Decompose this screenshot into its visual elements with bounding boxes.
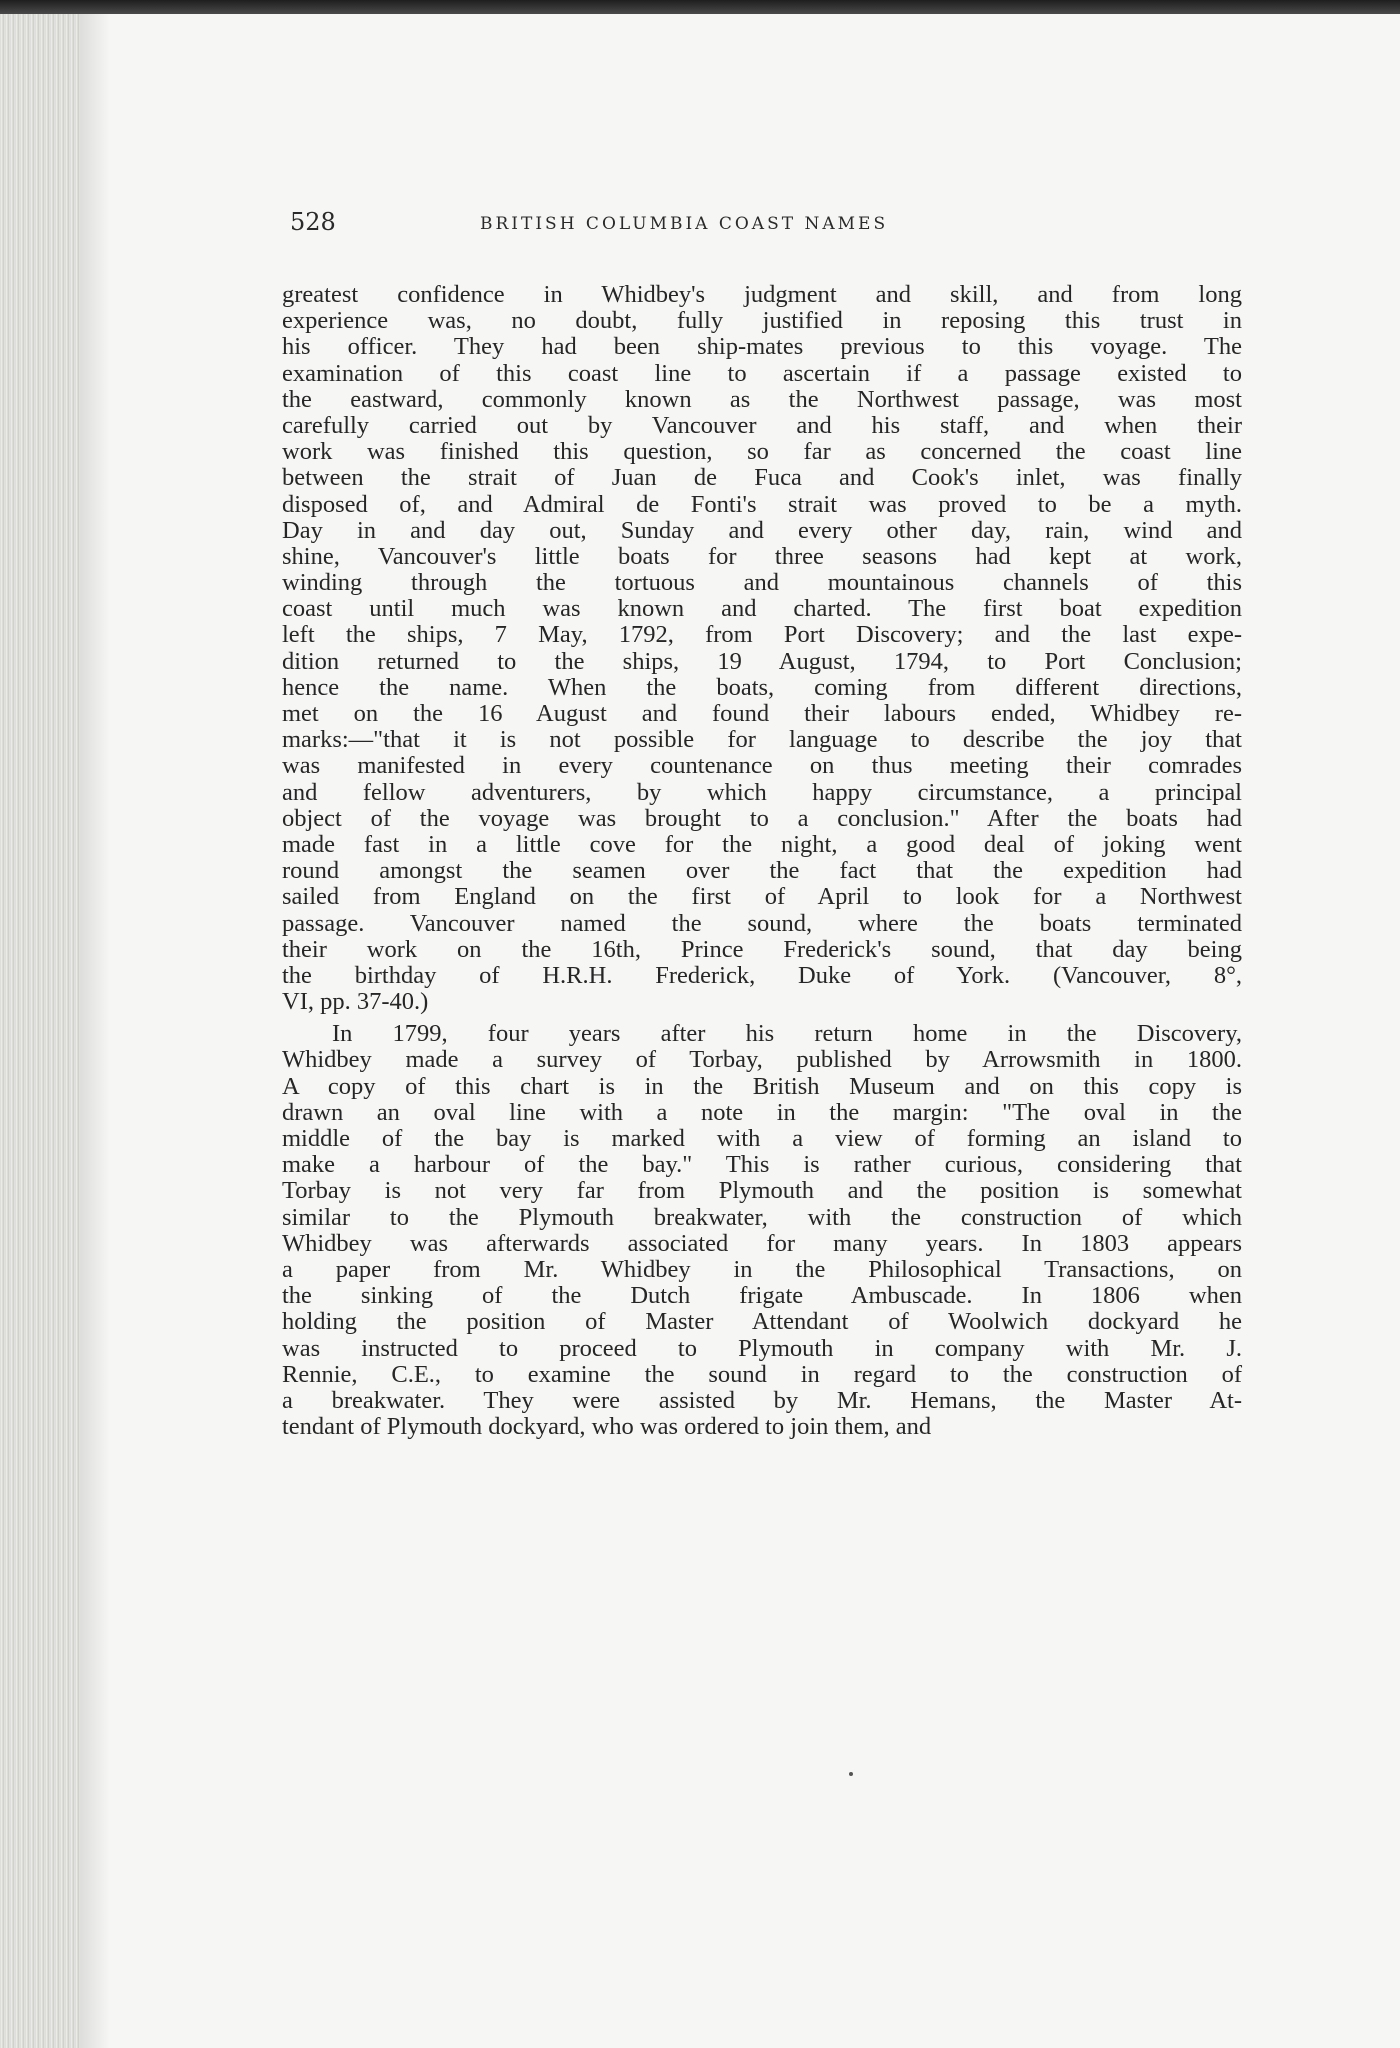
text-line: drawn an oval line with a note in the margin: "The oval in the: [282, 1098, 1242, 1126]
text-line: a paper from Mr. Whidbey in the Philosophical Transactions, on: [282, 1255, 1242, 1283]
text-line: round amongst the seamen over the fact that the expedition had: [282, 857, 1242, 885]
text-line: dition returned to the ships, 19 August, 1794, to Port Conclusion;: [282, 647, 1242, 675]
text-line: work was finished this question, so far as concerned the coast line: [282, 438, 1242, 466]
ink-speck: [849, 1772, 853, 1776]
text-line: middle of the bay is marked with a view of forming an island to: [282, 1125, 1242, 1152]
running-title: BRITISH COLUMBIA COAST NAMES: [480, 214, 889, 234]
text-line: their work on the 16th, Prince Frederick's sound, that day being: [282, 935, 1242, 963]
text-line: met on the 16 August and found their labours ended, Whidbey re-: [282, 700, 1242, 727]
text-line: A copy of this chart is in the British Museum and on this copy is: [282, 1072, 1242, 1100]
text-line: his officer. They had been ship-mates previous to this voyage. The: [282, 333, 1242, 361]
scanner-edge: [0, 0, 1400, 14]
page-edges: [0, 14, 80, 2048]
text-line: Whidbey made a survey of Torbay, published by Arrowsmith in 1800.: [282, 1046, 1242, 1074]
text-line: a breakwater. They were assisted by Mr. Hemans, the Master At-: [282, 1386, 1242, 1414]
body-text: [282, 282, 1242, 1440]
text-line: carefully carried out by Vancouver and his staff, and when their: [282, 411, 1242, 439]
text-line: the birthday of H.R.H. Frederick, Duke of York. (Vancouver, 8°,: [282, 961, 1242, 989]
text-line: disposed of, and Admiral de Fonti's strait was proved to be a myth.: [282, 490, 1242, 518]
text-line: greatest confidence in Whidbey's judgment and skill, and from long: [282, 281, 1242, 308]
text-line: the eastward, commonly known as the Northwest passage, was most: [282, 385, 1242, 413]
text-line: sailed from England on the first of April to look for a Northwest: [282, 883, 1242, 911]
text-line: holding the position of Master Attendant of Woolwich dockyard he: [282, 1308, 1242, 1336]
text-line: and fellow adventurers, by which happy circumstance, a principal: [282, 778, 1242, 806]
text-line: winding through the tortuous and mountainous channels of this: [282, 569, 1242, 597]
text-line: made fast in a little cove for the night, a good deal of joking went: [282, 830, 1242, 858]
text-line: coast until much was known and charted. The first boat expedition: [282, 595, 1242, 623]
text-line: left the ships, 7 May, 1792, from Port Discovery; and the last expe-: [282, 621, 1242, 649]
text-line: was manifested in every countenance on thus meeting their comrades: [282, 752, 1242, 780]
text-line: the sinking of the Dutch frigate Ambuscade. In 1806 when: [282, 1282, 1242, 1310]
text-line: between the strait of Juan de Fuca and Cook's inlet, was finally: [282, 464, 1242, 492]
text-line: tendant of Plymouth dockyard, who was ordered to join them, and: [282, 1413, 932, 1441]
text-line: was instructed to proceed to Plymouth in company with Mr. J.: [282, 1334, 1242, 1362]
text-line: In 1799, four years after his return home in the Discovery,: [332, 1020, 1242, 1048]
gutter-shadow: [80, 14, 110, 2048]
text-line: VI, pp. 37-40.): [282, 988, 429, 1016]
running-head: [290, 208, 1250, 248]
text-line: examination of this coast line to ascertain if a passage existed to: [282, 359, 1242, 387]
text-line: object of the voyage was brought to a conclusion." After the boats had: [282, 804, 1242, 832]
text-line: Torbay is not very far from Plymouth and the position is somewhat: [282, 1177, 1242, 1205]
text-line: marks:—"that it is not possible for language to describe the joy that: [282, 726, 1242, 754]
text-line: passage. Vancouver named the sound, where the boats terminated: [282, 909, 1242, 937]
text-line: similar to the Plymouth breakwater, with the construction of which: [282, 1203, 1242, 1231]
paragraph: [282, 282, 1242, 1015]
paragraph: [282, 1021, 1242, 1440]
text-line: shine, Vancouver's little boats for three seasons had kept at work,: [282, 542, 1242, 570]
text-line: hence the name. When the boats, coming from different directions,: [282, 673, 1242, 701]
text-line: Rennie, C.E., to examine the sound in regard to the construction of: [282, 1360, 1242, 1388]
text-line: Whidbey was afterwards associated for many years. In 1803 appears: [282, 1229, 1242, 1257]
text-line: make a harbour of the bay." This is rather curious, considering that: [282, 1151, 1242, 1179]
text-line: experience was, no doubt, fully justified in reposing this trust in: [282, 307, 1242, 335]
page-number: 528: [290, 208, 336, 236]
text-line: Day in and day out, Sunday and every other day, rain, wind and: [282, 516, 1242, 544]
